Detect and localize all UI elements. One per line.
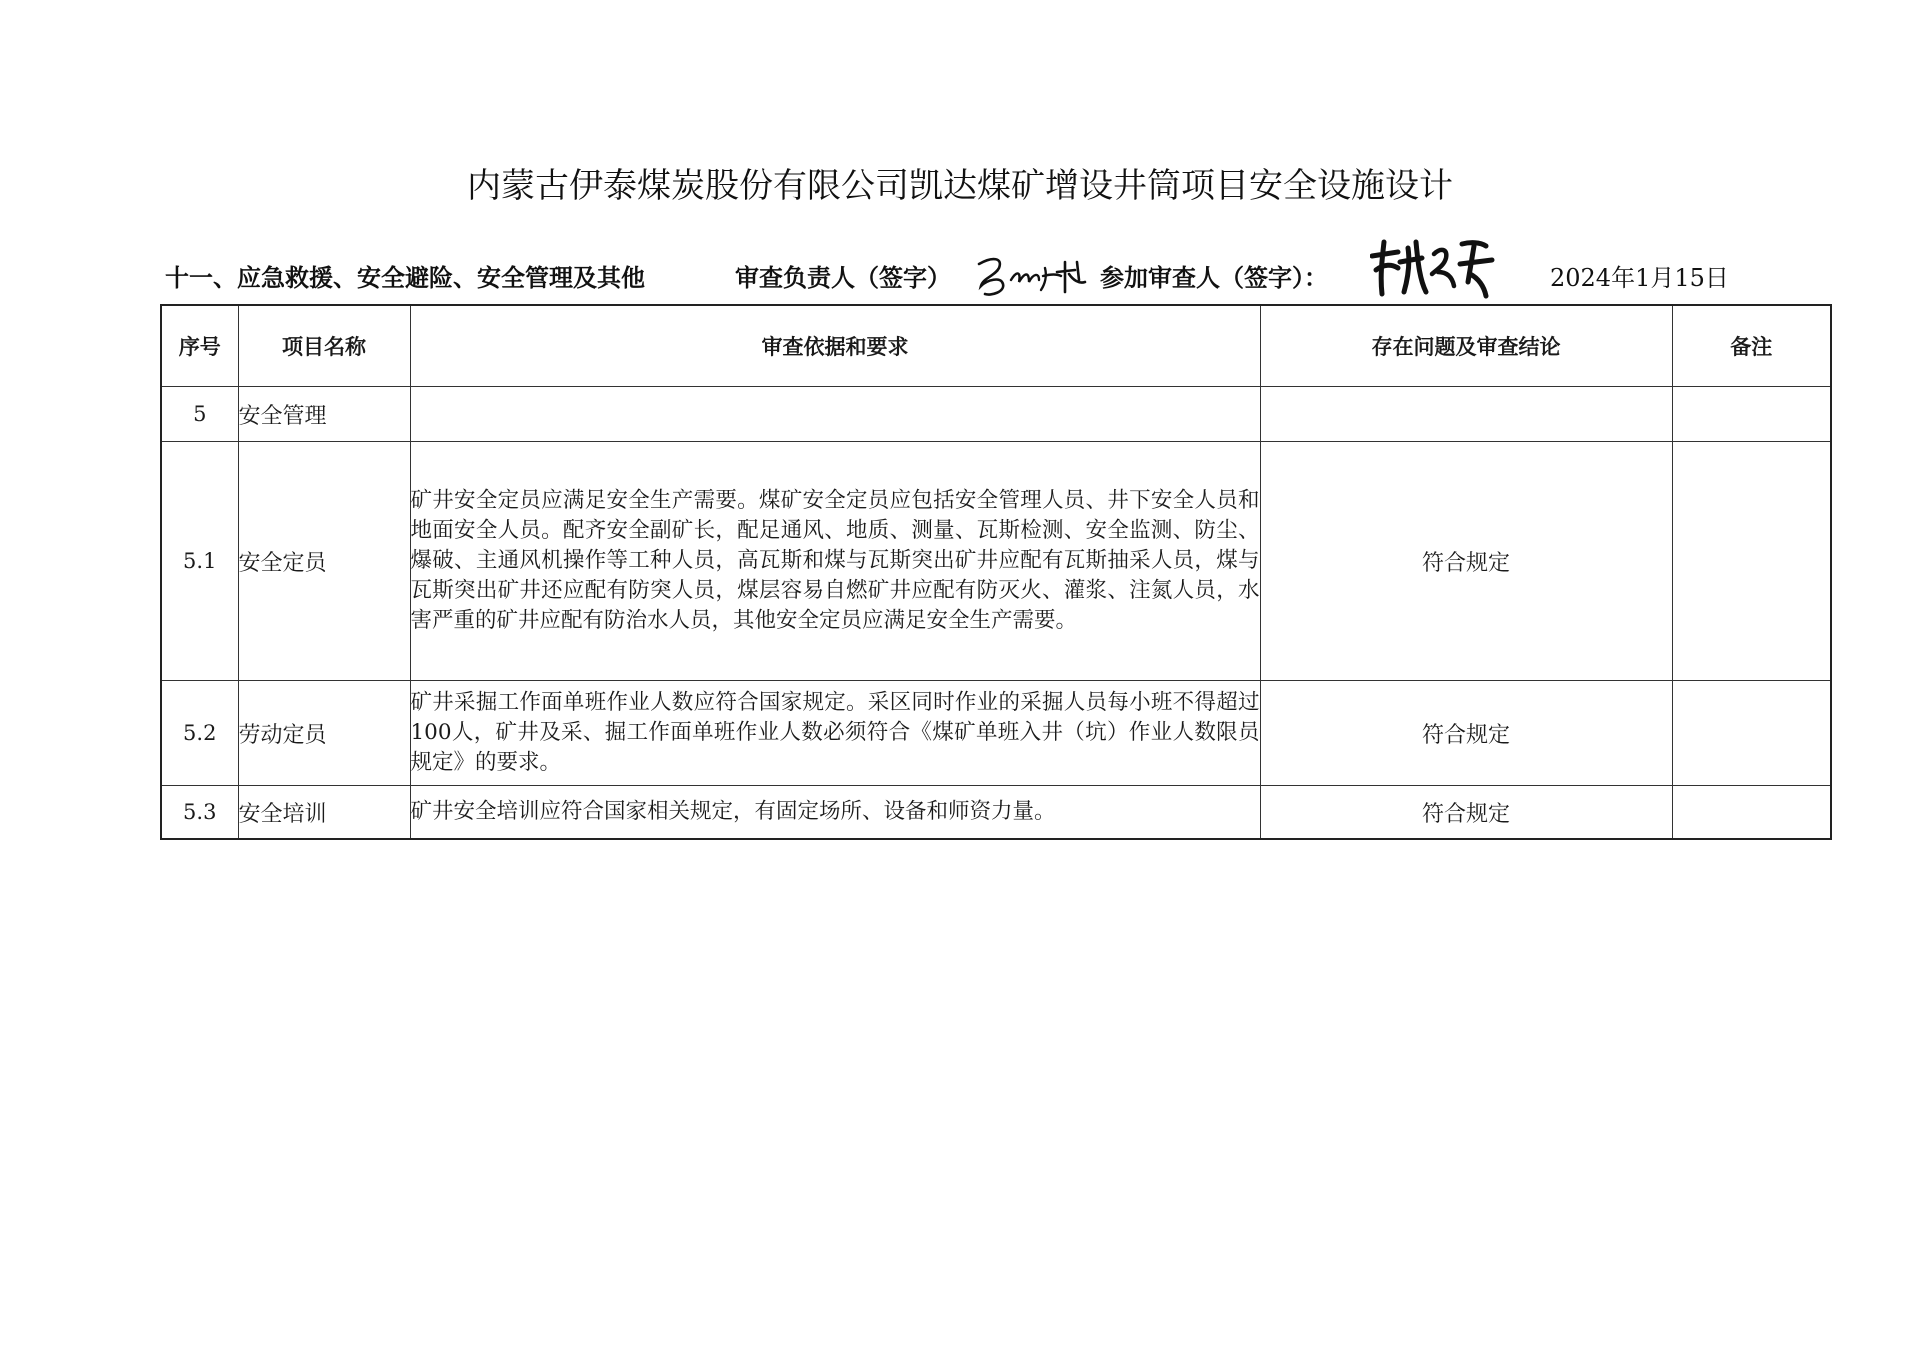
review-date: 2024年1月15日 [1550, 264, 1729, 292]
review-header [165, 248, 1729, 308]
column-header-name: 项目名称 [238, 305, 410, 387]
table-row [161, 786, 1831, 840]
review-table [160, 304, 1832, 840]
item-name: 安全定员 [238, 442, 410, 681]
item-name: 安全培训 [238, 786, 410, 840]
reviewer-label: 审查负责人（签字） [735, 263, 951, 292]
remark-cell [1672, 786, 1831, 840]
requirement-text: 矿井安全定员应满足安全生产需要。煤矿安全定员应包括安全管理人员、井下安全人员和地面安全人员。配齐安全副矿长，配足通风、地质、测量、瓦斯检测、安全监测、防尘、爆破、主通风机操作等工种人员，高瓦斯和煤与瓦斯突出矿井应配有瓦斯抽采人员，煤与瓦斯突出矿井还应配有防突人员，煤层容易自燃矿井应配有防灭火、灌浆、注氮人员，水害严重的矿井应配有防治水人员，其他安全定员应满足安全生产需要。 [410, 442, 1260, 681]
document-title: 内蒙古伊泰煤炭股份有限公司凯达煤矿增设井筒项目安全设施设计 [467, 166, 1453, 206]
column-header-requirement: 审查依据和要求 [410, 305, 1260, 387]
remark-cell [1672, 387, 1831, 442]
row-number: 5.2 [161, 681, 238, 786]
column-header-result: 存在问题及审查结论 [1260, 305, 1672, 387]
column-header-no: 序号 [161, 305, 238, 387]
table-row [161, 442, 1831, 681]
row-number: 5 [161, 387, 238, 442]
participant-signature-icon [1370, 234, 1500, 304]
requirement-text: 矿井安全培训应符合国家相关规定，有固定场所、设备和师资力量。 [410, 786, 1260, 840]
table-row [161, 681, 1831, 786]
requirement-text: 矿井采掘工作面单班作业人数应符合国家规定。采区同时作业的采掘人员每小班不得超过100人，矿井及采、掘工作面单班作业人数必须符合《煤矿单班入井（坑）作业人数限员规定》的要求。 [410, 681, 1260, 786]
result-text: 符合规定 [1260, 786, 1672, 840]
remark-cell [1672, 681, 1831, 786]
participant-label: 参加审查人（签字）： [1100, 263, 1328, 292]
reviewer-signature-icon [973, 250, 1103, 302]
row-number: 5.1 [161, 442, 238, 681]
table-header-row [161, 305, 1831, 387]
table-row [161, 387, 1831, 442]
result-text: 符合规定 [1260, 681, 1672, 786]
result-text: 符合规定 [1260, 442, 1672, 681]
result-text [1260, 387, 1672, 442]
section-heading: 十一、应急救援、安全避险、安全管理及其他 [165, 263, 645, 292]
requirement-text [410, 387, 1260, 442]
column-header-remark: 备注 [1672, 305, 1831, 387]
remark-cell [1672, 442, 1831, 681]
item-name: 劳动定员 [238, 681, 410, 786]
row-number: 5.3 [161, 786, 238, 840]
item-name: 安全管理 [238, 387, 410, 442]
